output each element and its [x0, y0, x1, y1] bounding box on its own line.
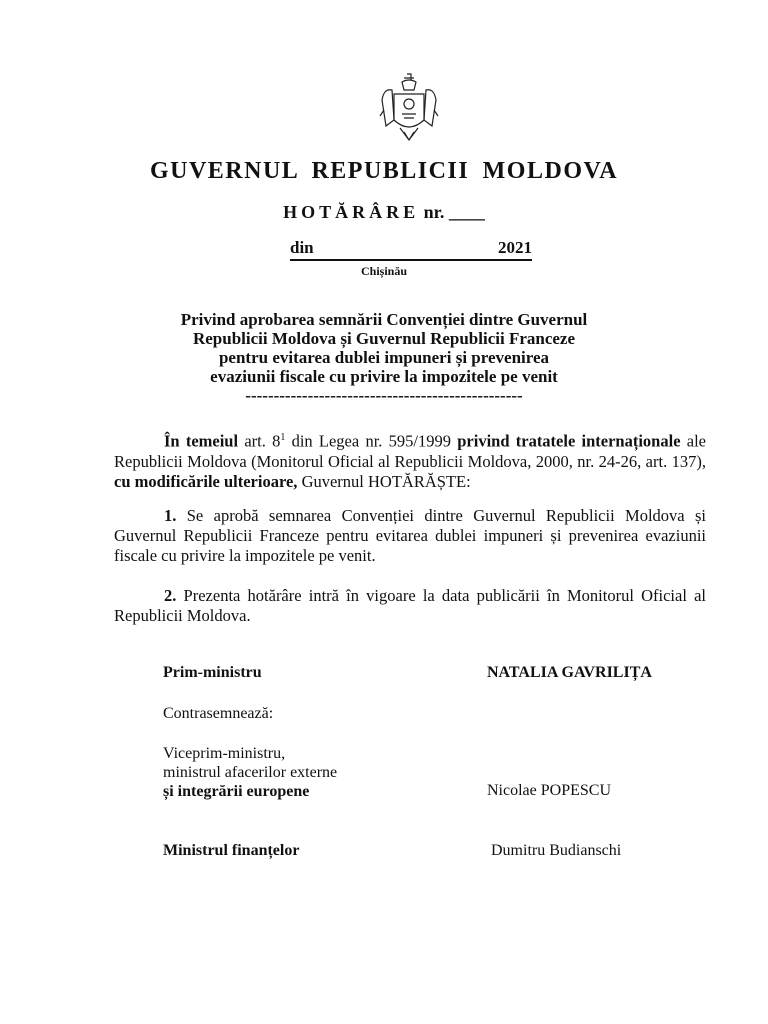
pm-title: Prim-ministru	[163, 664, 262, 681]
subject-line: Republicii Moldova și Guvernul Republicii Franceze	[192, 329, 576, 348]
government-title: GUVERNUL REPUBLICII MOLDOVA	[149, 158, 619, 184]
preamble-paragraph: În temeiul art. $8^1$ din Legea nr. 595/1999 privind tratatele internaționale ale Republicii Moldova (Monitorul Oficial al Republicii Moldova, 2000, nr. 24-26, art. 137), cu modificările ulterioare, Guvernul HOTĂRĂȘTE:	[114, 431, 707, 491]
subject-line: pentru evitarea dublei impuneri și prevenirea	[218, 348, 550, 367]
coat-of-arms-icon	[374, 70, 444, 148]
decision-label: HOTĂRÂRE	[283, 202, 420, 222]
article-1: 1. Se aprobă semnarea Convenției dintre Guvernul Republicii Moldova și Guvernul Republicii Franceze pentru evitarea dublei impuneri și prevenirea evaziunii fiscale cu privire la impozitele pe venit.	[114, 506, 706, 565]
finance-minister-title: Ministrul finanțelor	[163, 842, 300, 859]
article-2: 2. Prezenta hotărâre intră în vigoare la data publicării în Monitorul Oficial al Republicii Moldova.	[114, 586, 706, 625]
decision-heading	[0, 202, 768, 223]
city: Chișinău	[360, 264, 408, 278]
pm-name: NATALIA GAVRILIȚA	[487, 664, 652, 681]
subject-separator: -------------------------------------------------	[245, 386, 523, 405]
finance-minister-name: Dumitru Budianschi	[491, 842, 622, 859]
decision-number: nr. ____	[423, 202, 485, 222]
vice-pm-title: Viceprim-ministru, ministrul afacerilor externe și integrării europene	[163, 745, 338, 800]
subject-line: Privind aprobarea semnării Convenției dintre Guvernul	[180, 310, 588, 329]
subject-block	[0, 310, 768, 405]
vice-pm-name: Nicolae POPESCU	[487, 782, 611, 799]
countersign-label: Contrasemnează:	[163, 705, 274, 722]
subject-line: evaziunii fiscale cu privire la impozitele pe venit	[210, 367, 558, 386]
date-year: 2021	[498, 238, 532, 257]
date-line	[290, 238, 532, 261]
date-prefix: din	[290, 238, 314, 257]
